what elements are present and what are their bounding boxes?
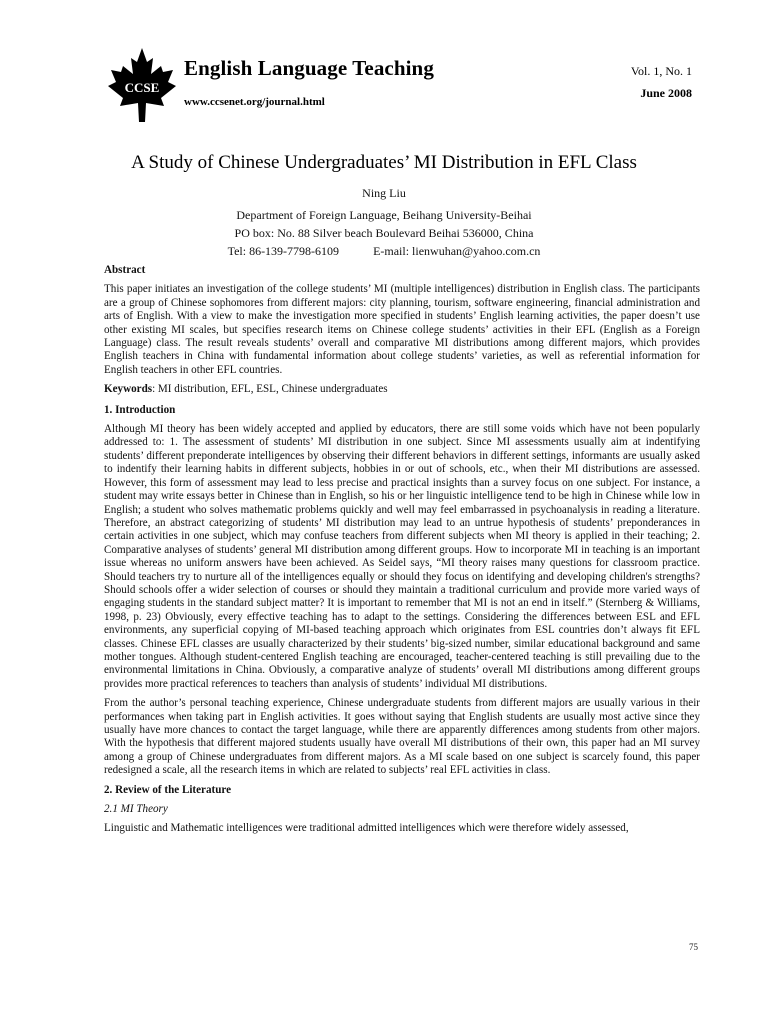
affiliation-line-2: PO box: No. 88 Silver beach Boulevard Beihai 536000, China — [234, 226, 534, 240]
issue-date: June 2008 — [640, 86, 692, 100]
author-name: Ning Liu — [362, 186, 406, 200]
keywords-text: : MI distribution, EFL, ESL, Chinese undergraduates — [152, 383, 388, 396]
email[interactable]: E-mail: lienwuhan@yahoo.com.cn — [373, 244, 541, 258]
abstract-heading: Abstract — [104, 264, 146, 276]
ccse-maple-leaf-logo — [106, 46, 178, 124]
page-number: 75 — [689, 942, 698, 952]
section-2-1-subheading: 2.1 MI Theory — [104, 803, 168, 816]
section-2-paragraph-1: Linguistic and Mathematic intelligences were traditional admitted intelligences which were therefore widely assessed, — [104, 822, 629, 835]
telephone: Tel: 86-139-7798-6109 — [227, 244, 340, 258]
contact-line — [0, 244, 768, 259]
section-1-paragraph-1: Although MI theory has been widely accepted and applied by educators, there are still some voids which have not been popularly addressed to: 1. The assessment of students’ MI distribution in one subject. Since MI assessments usually aim at indentifying students’ different preponderate intelligences by observing their different behaviors in different settings, informants are usually asked to indentify their learning habits in different subjects, hobbies in or out of schools, etc., when their MI distributions are assessed. However, this form of assessment may lead to less precise and practical insights than a survey focus on one subject. For instance, a student may write essays better in Chinese than in English, so his or her linguistic intelligence tend to be high in Chinese while low in English; a student who solves mathematic problems quickly and well may feel embarrassed in psychoanalysis in reading a literature. Therefore, an abstract categorizing of students’ MI distribution may lead to an untrue hypothesis of students’ preponderances in certain activities in one subject, which may confuse teachers from different subjects when MI theory is applied in their teaching; 2. Comparative analyses of students’ general MI distribution among different groups. How to incorporate MI in teaching is an important issue whereas no uniform answers have been achieved. As Seidel says, “MI theory raises many questions for classroom practice. Should teachers try to nurture all of the intelligences equally or should they focus on identifying and developing children's strengths? Should schools offer a wider selection of courses or should they maintain a traditional curriculum and provide more varied ways of engaging students in the standard subject matter? It is important to remember that MI is not an end in itself.” (Sternberg & Williams, 1998, p. 23) Obviously, every effective teaching has to adapt to the settings. Considering the differences between ESL and EFL environments, any superficial copying of MI-based teaching approach which originates from ESL countries don’t always fit EFL classes. Chinese EFL classes are usually characterized by their students’ big-sized number, similar educational background and same mother tongues. Although student-centered English teaching are encouraged, teacher-centered teaching is still prevailing due to the environmental limitations in China. Obviously, a comparative analyze of students’ overall MI distributions among different groups provides more practical references to teachers than analysis of students’ individual MI distributions. — [104, 423, 700, 690]
section-1-paragraph-2: From the author’s personal teaching experience, Chinese undergraduate students from different majors are usually various in their performances when taking part in English activities. It goes without saying that English students are usually most active since they usually have more chances to contact the target language, while there are apparently differences among students from other majors. With the hypothesis that different majored students usually have overall MI distributions of their own, this paper had an MI survey among a group of Chinese undergraduates from different majors. As a MI scale based on one subject is scarcely found, this paper redesigned a scale, all the research items in which are related to subjects’ real EFL activities in class. — [104, 697, 700, 777]
keywords-label: Keywords — [104, 383, 153, 396]
keywords-line — [104, 383, 700, 396]
section-1-heading: 1. Introduction — [104, 403, 176, 416]
section-2-heading: 2. Review of the Literature — [104, 783, 232, 796]
article-body — [104, 264, 700, 842]
affiliation-line-1: Department of Foreign Language, Beihang University-Beihai — [236, 208, 532, 222]
logo-text: CCSE — [124, 80, 160, 95]
volume-label: Vol. 1, No. 1 — [630, 64, 692, 78]
journal-title: English Language Teaching — [184, 56, 434, 80]
abstract-text: This paper initiates an investigation of the college students’ MI (multiple intelligences) distribution in English class. The participants are a group of Chinese sophomores from different majors: city planning, tourism, software engineering, financial administration and arts of English. With a view to make the investigation more specified in students’ English learning activities, the paper doesn’t use other existing MI scales, but specifies research items on Chinese college students’ activities in their EFL (English as a Foreign Language) class. The result reveals students’ overall and comparative MI distributions among different majors, which provides English teachers in China with fundamental information about college students’ varieties, as well as referential information for English teachers in other EFL countries. — [104, 283, 700, 376]
article-title: A Study of Chinese Undergraduates’ MI Distribution in EFL Class — [131, 152, 637, 173]
journal-url[interactable]: www.ccsenet.org/journal.html — [184, 96, 325, 108]
